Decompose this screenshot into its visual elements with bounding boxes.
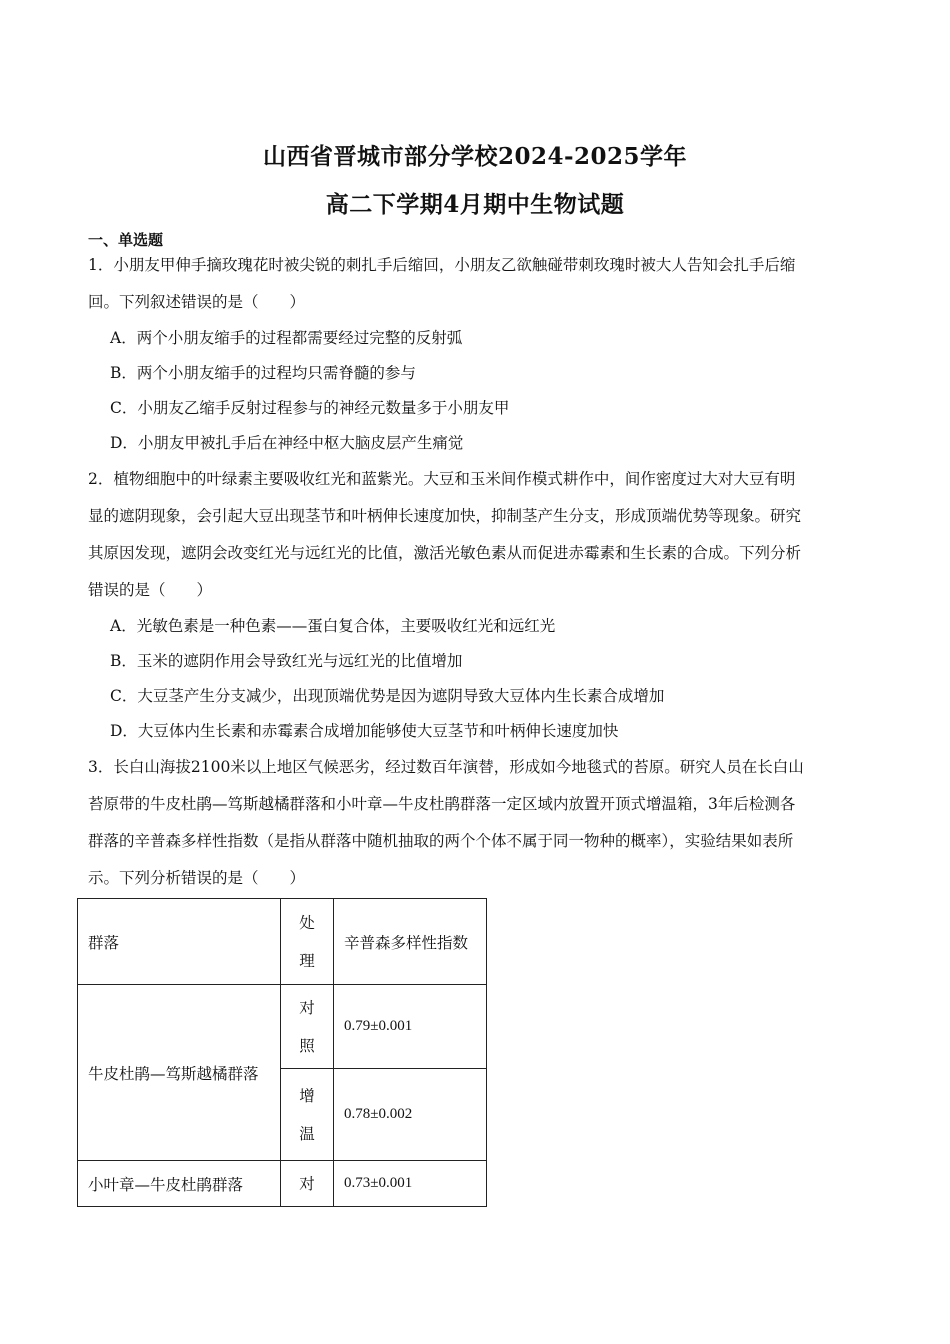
cell-value: 0.78±0.002 (334, 1069, 487, 1161)
q2-stem-line-3: 其原因发现，遮阴会改变红光与远红光的比值，激活光敏色素从而促进赤霉素和生长素的合成。下列分析 (88, 544, 802, 562)
q1-stem-line-1: 1．小朋友甲伸手摘玫瑰花时被尖锐的刺扎手后缩回，小朋友乙欲触碰带刺玫瑰时被大人告知会扎手后缩 (88, 256, 796, 274)
q3-stem-line-3: 群落的辛普森多样性指数（是指从群落中随机抽取的两个个体不属于同一物种的概率），实验结果如表所 (88, 832, 794, 850)
q3-stem-line-4: 示。下列分析错误的是（ ） (88, 869, 306, 887)
q1-option-d: D．小朋友甲被扎手后在神经中枢大脑皮层产生痛觉 (110, 434, 464, 452)
q1-option-a: A．两个小朋友缩手的过程都需要经过完整的反射弧 (110, 329, 463, 347)
q2-option-b: B．玉米的遮阴作用会导致红光与远红光的比值增加 (110, 652, 463, 670)
treatment-char: 增 (299, 1086, 315, 1105)
data-table (77, 898, 487, 1207)
header-treatment-char: 处 (299, 913, 315, 932)
treatment-char: 照 (299, 1036, 315, 1055)
cell-value: 0.79±0.001 (334, 985, 487, 1069)
section-heading: 一、单选题 (88, 231, 164, 249)
q2-stem-line-1: 2．植物细胞中的叶绿素主要吸收红光和蓝紫光。大豆和玉米间作模式耕作中，间作密度过大对大豆有明 (88, 470, 796, 488)
header-treatment-char: 理 (299, 951, 315, 970)
header-treatment (281, 899, 334, 985)
cell-community: 牛皮杜鹃—笃斯越橘群落 (78, 985, 281, 1161)
title-line-2: 高二下学期4月期中生物试题 (325, 191, 625, 218)
q1-option-b: B．两个小朋友缩手的过程均只需脊髓的参与 (110, 364, 416, 382)
q2-option-d: D．大豆体内生长素和赤霉素合成增加能够使大豆茎节和叶柄伸长速度加快 (110, 722, 619, 740)
q2-option-a: A．光敏色素是一种色素——蛋白复合体，主要吸收红光和远红光 (110, 617, 556, 635)
title-line-1: 山西省晋城市部分学校2024-2025学年 (262, 143, 688, 170)
treatment-char: 对 (299, 1174, 315, 1193)
cell-treatment (281, 1069, 334, 1161)
cell-community: 小叶章—牛皮杜鹃群落 (78, 1161, 281, 1207)
header-community: 群落 (78, 899, 281, 985)
q2-stem-line-4: 错误的是（ ） (88, 581, 213, 599)
q1-stem-line-2: 回。下列叙述错误的是（ ） (88, 293, 306, 311)
table-row (78, 1161, 487, 1207)
cell-treatment (281, 985, 334, 1069)
q2-stem-line-2: 显的遮阴现象，会引起大豆出现茎节和叶柄伸长速度加快，抑制茎产生分支，形成顶端优势等现象。研究 (88, 507, 802, 525)
treatment-char: 对 (299, 998, 315, 1017)
cell-value: 0.73±0.001 (334, 1161, 487, 1207)
table-header-row (78, 899, 487, 985)
q3-stem-line-2: 苔原带的牛皮杜鹃—笃斯越橘群落和小叶章—牛皮杜鹃群落一定区域内放置开顶式增温箱，3年后检测各 (88, 795, 796, 813)
q2-option-c: C．大豆茎产生分支减少，出现顶端优势是因为遮阴导致大豆体内生长素合成增加 (110, 687, 665, 705)
treatment-char: 温 (299, 1124, 315, 1143)
table-row (78, 985, 487, 1069)
q1-option-c: C．小朋友乙缩手反射过程参与的神经元数量多于小朋友甲 (110, 399, 510, 417)
header-index: 辛普森多样性指数 (334, 899, 487, 985)
q3-stem-line-1: 3．长白山海拔2100米以上地区气候恶劣，经过数百年演替，形成如今地毯式的苔原。研究人员在长白山 (88, 758, 804, 776)
cell-treatment (281, 1161, 334, 1207)
